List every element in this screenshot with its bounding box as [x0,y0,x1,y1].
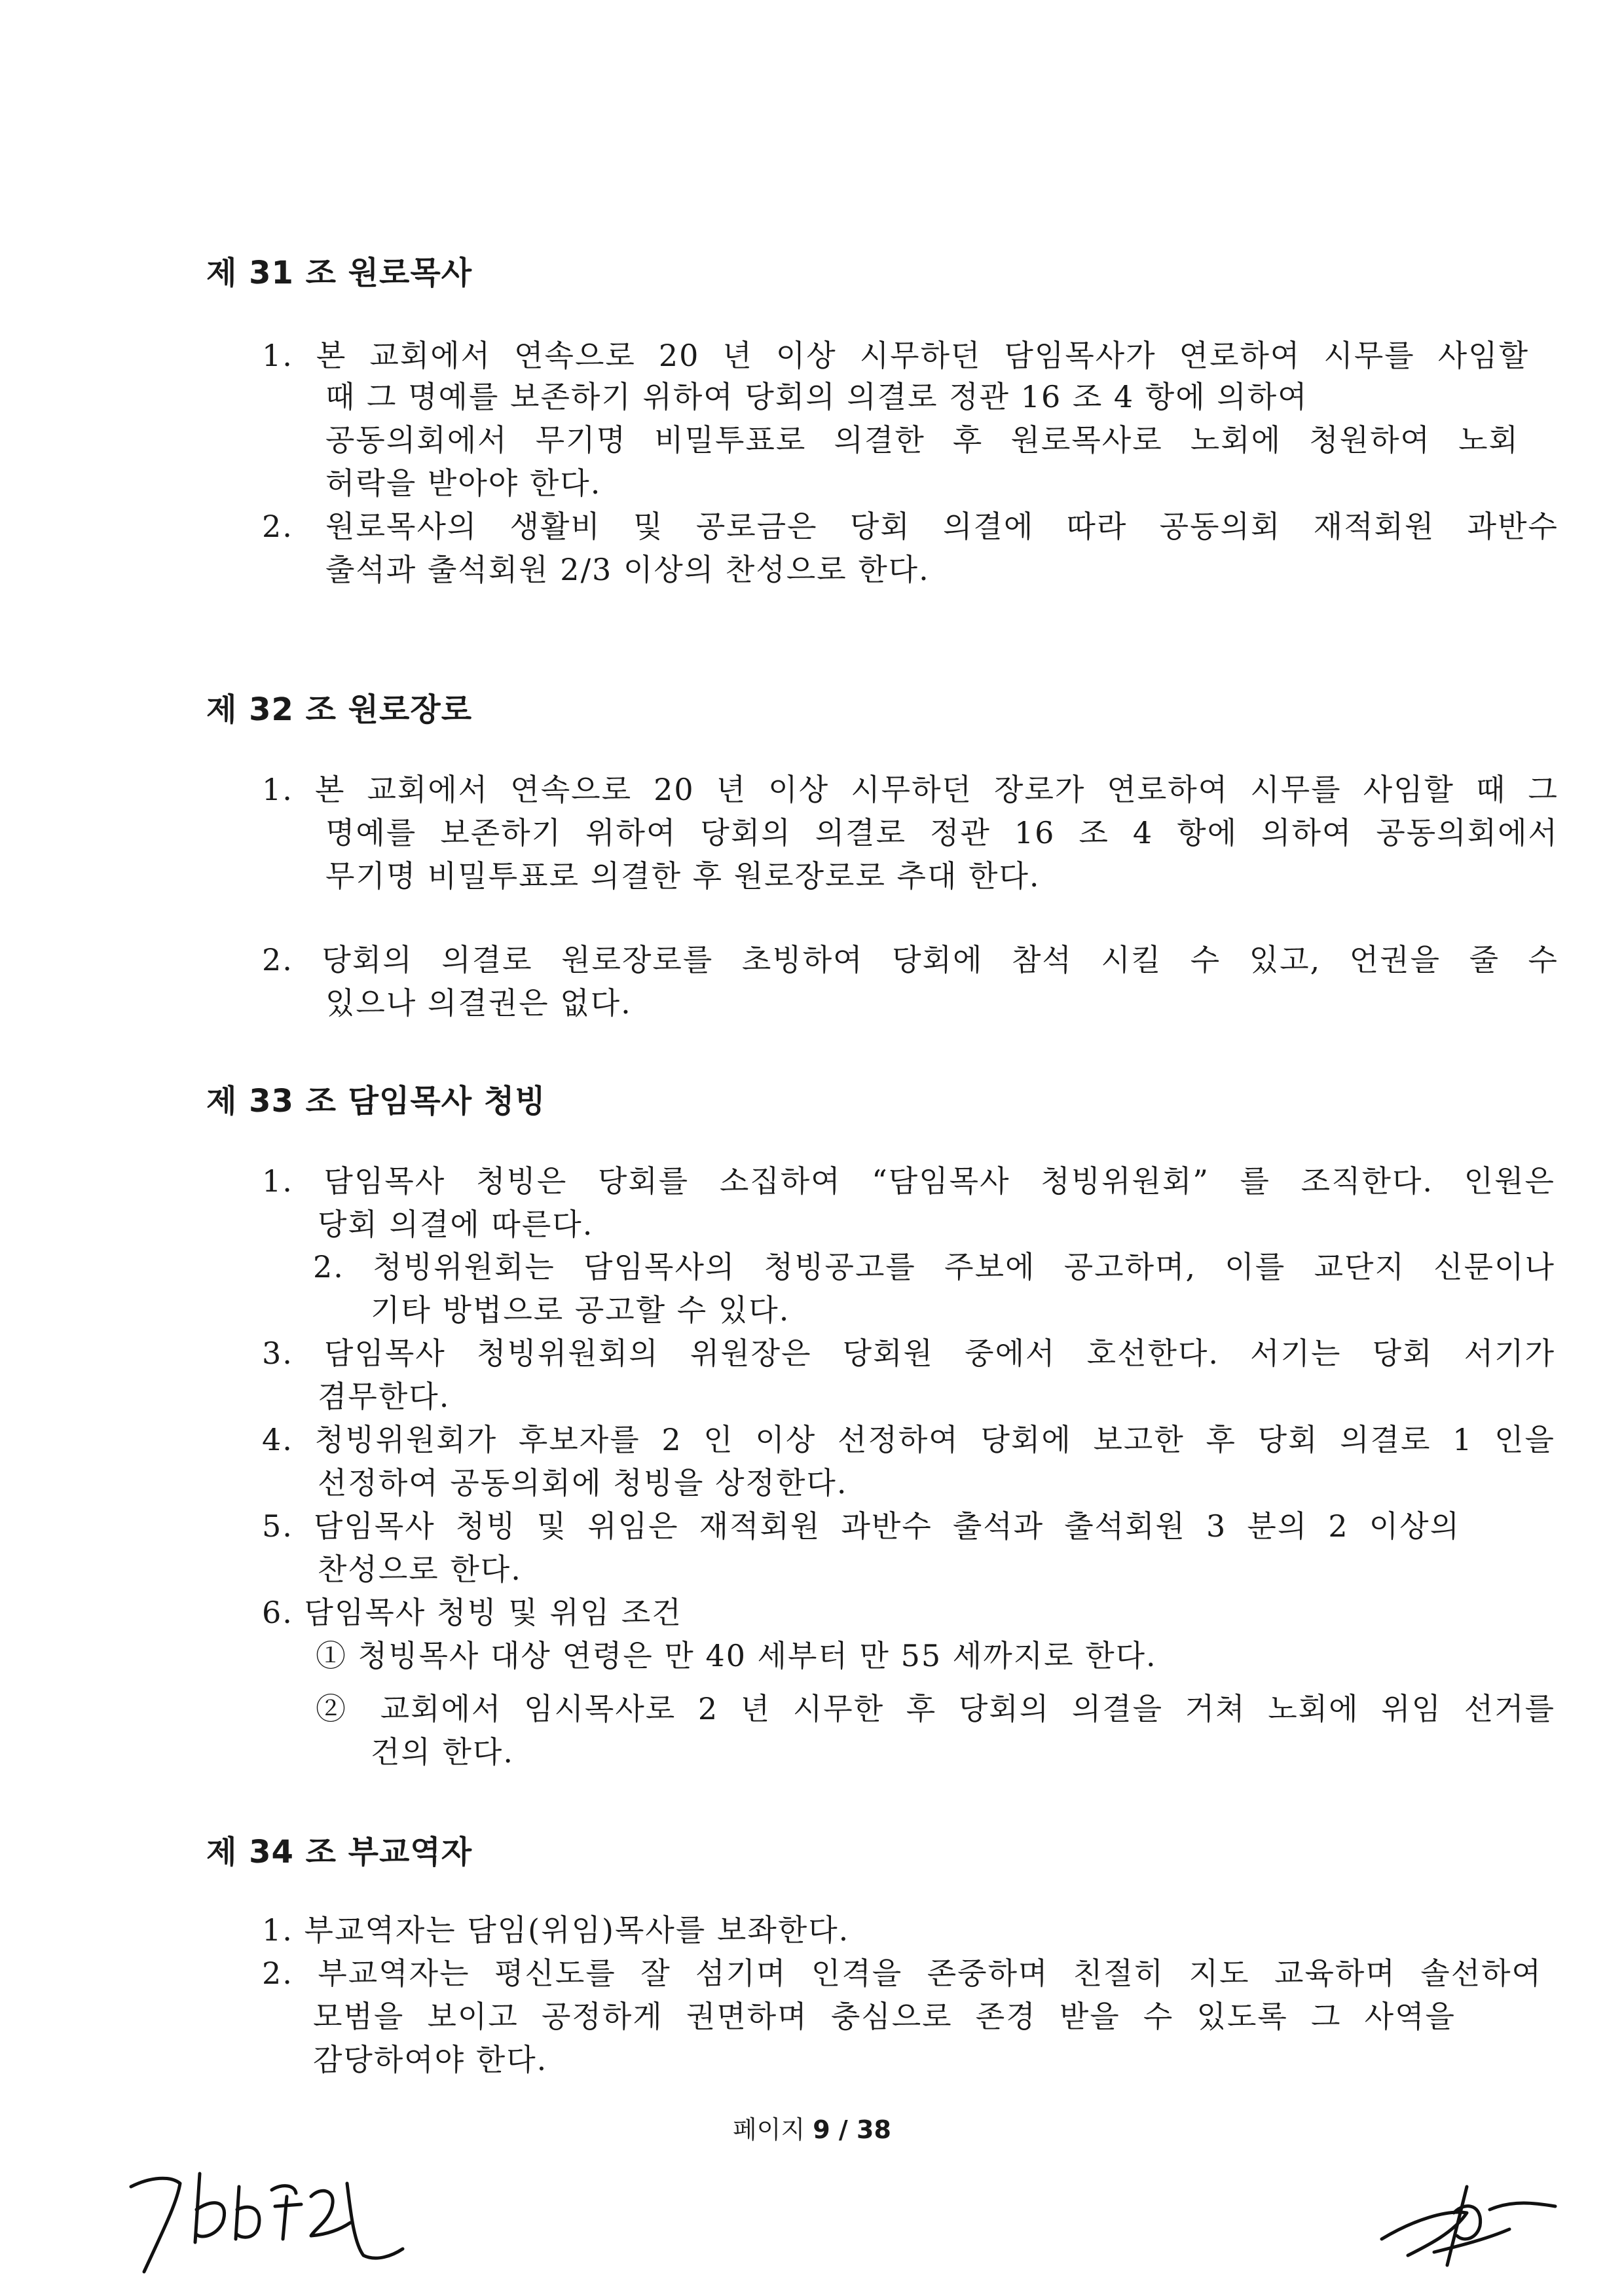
article-31-line: 출석과 출석회원 2/3 이상의 찬성으로 한다. [325,552,930,587]
article-31-line: 2. 원로목사의 생활비 및 공로금은 당회 의결에 따라 공동의회 재적회원 과반수 [262,509,1559,544]
article-33-line: 2. 청빙위원회는 담임목사의 청빙공고를 주보에 공고하며, 이를 교단지 신문이나 [313,1249,1555,1285]
article-34-line: 1. 부교역자는 담임(위임)목사를 보좌한다. [262,1912,850,1948]
page-label: 페이지 [733,2115,805,2144]
article-33-line: 기타 방법으로 공고할 수 있다. [371,1292,790,1328]
article-32-line: 1. 본 교회에서 연속으로 20 년 이상 시무하던 장로가 연로하여 시무를 사임할 때 그 [262,772,1559,807]
article-32-line: 명예를 보존하기 위하여 당회의 의결로 정관 16 조 4 항에 의하여 공동의회에서 [325,815,1559,850]
article-34-line: 2. 부교역자는 평신도를 잘 섬기며 인격을 존중하며 친절히 지도 교육하며 솔선하여 [262,1956,1542,1991]
article-32-line: 있으나 의결권은 없다. [325,985,632,1021]
article-33-line: 6. 담임목사 청빙 및 위임 조건 [262,1595,682,1630]
article-33-line: ① 청빙목사 대상 연령은 만 40 세부터 만 55 세까지로 한다. [316,1638,1157,1673]
article-33-line: 3. 담임목사 청빙위원회의 위원장은 당회원 중에서 호선한다. 서기는 당회 서기가 [262,1336,1555,1371]
article-33-line: 찬성으로 한다. [318,1552,522,1587]
article-34-line: 감당하여야 한다. [313,2042,548,2077]
article-31-line: 때 그 명예를 보존하기 위하여 당회의 의결로 정관 16 조 4 항에 의하여 [325,379,1308,414]
article-31-line: 1. 본 교회에서 연속으로 20 년 이상 시무하던 담임목사가 연로하여 시무를 사임할 [262,338,1529,373]
article-33-line: 겸무한다. [318,1379,451,1414]
article-34-line: 모범을 보이고 공정하게 권면하며 충심으로 존경 받을 수 있도록 그 사역을 [313,1999,1456,2034]
article-33-line: 건의 한다. [371,1734,514,1770]
page-footer [0,2109,1624,2145]
article-33-line: 선정하여 공동의회에 청빙을 상정한다. [318,1465,848,1501]
article-32-line: 무기명 비밀투표로 의결한 후 원로장로로 추대 한다. [325,858,1041,894]
article-31-heading: 제 31 조 원로목사 [206,255,473,291]
article-33-line: 당회 의결에 따른다. [318,1207,594,1242]
article-31-line: 공동의회에서 무기명 비밀투표로 의결한 후 원로목사로 노회에 청원하여 노회 [325,422,1519,458]
article-34-heading: 제 34 조 부교역자 [206,1834,473,1870]
signature-left [124,2157,413,2288]
article-33-line: 1. 담임목사 청빙은 당회를 소집하여 “담임목사 청빙위원회” 를 조직한다. 인원은 [262,1163,1555,1199]
article-33-line: 4. 청빙위원회가 후보자를 2 인 이상 선정하여 당회에 보고한 후 당회 의결로 1 인을 [262,1422,1555,1457]
article-33-line: ② 교회에서 임시목사로 2 년 시무한 후 당회의 의결을 거쳐 노회에 위임 선거를 [316,1691,1555,1726]
page-number: 9 / 38 [813,2115,891,2144]
article-33-heading: 제 33 조 담임목사 청빙 [206,1083,546,1120]
signature-right [1369,2174,1565,2272]
article-31-line: 허락을 받아야 한다. [325,465,602,501]
article-32-line: 2. 당회의 의결로 원로장로를 초빙하여 당회에 참석 시킬 수 있고, 언권을 줄 수 [262,942,1559,977]
article-32-heading: 제 32 조 원로장로 [206,691,473,728]
article-33-line: 5. 담임목사 청빙 및 위임은 재적회원 과반수 출석과 출석회원 3 분의 2 이상의 [262,1508,1460,1544]
